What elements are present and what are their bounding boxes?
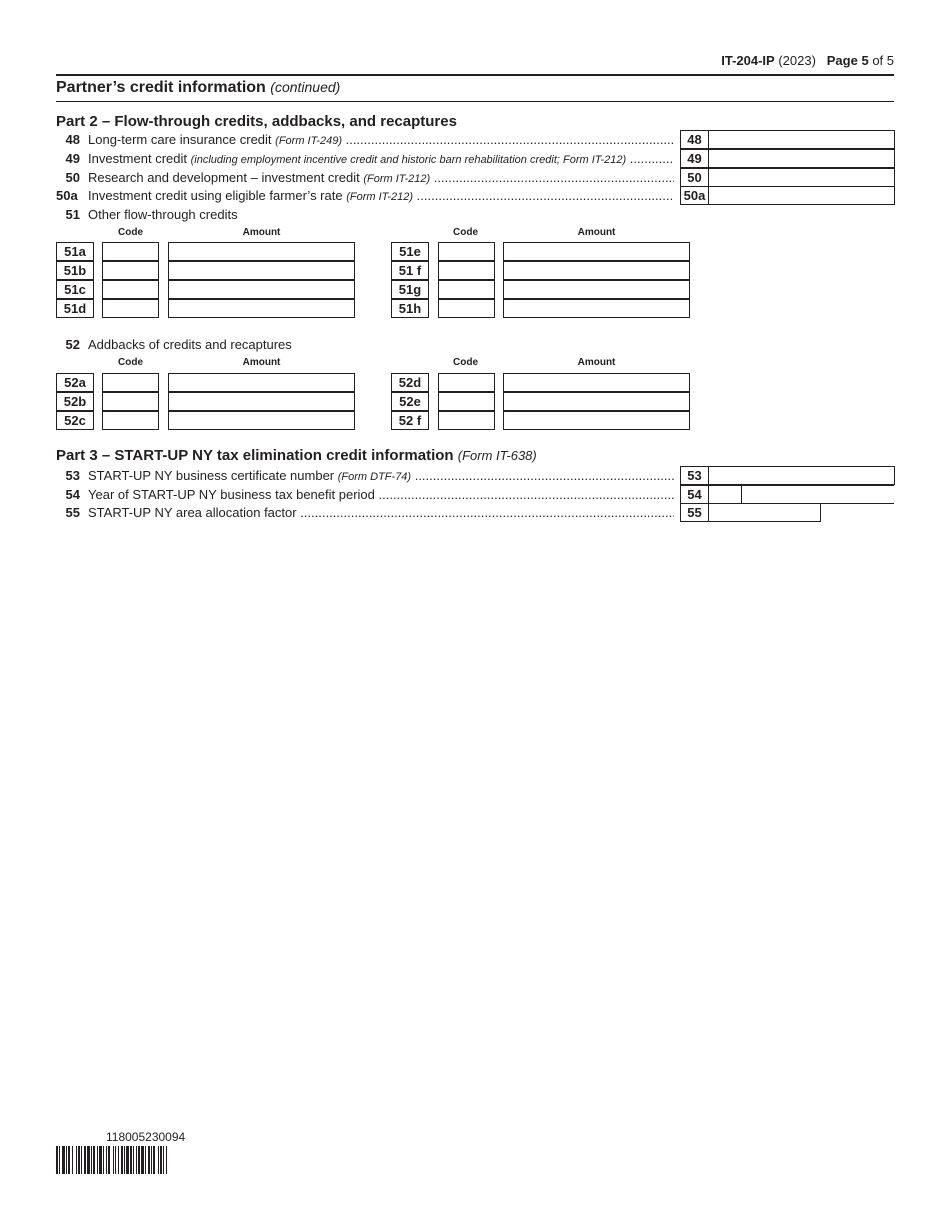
row-label-52c: 52c xyxy=(56,411,94,430)
row-label-52e: 52e xyxy=(391,392,429,411)
part3-title xyxy=(56,447,537,464)
code-field-52a[interactable] xyxy=(102,373,159,392)
line-label: Long-term care insurance credit xyxy=(88,132,272,147)
line-number: 55 xyxy=(65,505,80,520)
line-note: (Form IT-212) xyxy=(363,173,431,185)
row-label-51a: 51a xyxy=(56,242,94,261)
section-title-text: Partner’s credit information xyxy=(56,79,266,96)
code-field-52c[interactable] xyxy=(102,411,159,430)
line-54 xyxy=(56,486,674,504)
line-label: Investment credit using eligible farmer’s rate xyxy=(88,188,343,203)
code-field-51e[interactable] xyxy=(438,242,495,261)
section-title-continued: (continued) xyxy=(270,79,341,95)
amount-field-52a[interactable] xyxy=(168,373,355,392)
code-header: Code xyxy=(118,227,143,238)
code-field-52f[interactable] xyxy=(438,411,495,430)
line-55 xyxy=(56,504,674,522)
row-label-52f: 52 f xyxy=(391,411,429,430)
amount-field-52e[interactable] xyxy=(503,392,690,411)
line-label: Investment credit xyxy=(88,151,187,166)
box-divider xyxy=(741,486,742,503)
amount-box-50a[interactable] xyxy=(680,186,895,205)
row-label-51d: 51d xyxy=(56,299,94,318)
box-label: 50 xyxy=(681,169,709,186)
line-48 xyxy=(56,131,674,149)
line-51 xyxy=(56,206,674,224)
code-field-51c[interactable] xyxy=(102,280,159,299)
line-label: Year of START-UP NY business tax benefit period xyxy=(88,487,375,502)
amount-field-51g[interactable] xyxy=(503,280,690,299)
amount-field-51d[interactable] xyxy=(168,299,355,318)
line-note: (Form DTF-74) xyxy=(337,471,412,483)
part3-title-text: Part 3 – START-UP NY tax elimination credit information xyxy=(56,447,454,464)
row-label-51c: 51c xyxy=(56,280,94,299)
page-of: of 5 xyxy=(872,53,894,68)
code-field-52e[interactable] xyxy=(438,392,495,411)
line-label: Addbacks of credits and recaptures xyxy=(88,337,292,352)
row-label-51f: 51 f xyxy=(391,261,429,280)
row-label-52a: 52a xyxy=(56,373,94,392)
amount-field-52f[interactable] xyxy=(503,411,690,430)
line-number: 51 xyxy=(65,207,80,222)
line-number: 50a xyxy=(56,188,78,203)
tax-benefit-year-box-54[interactable] xyxy=(680,485,894,504)
code-field-51d[interactable] xyxy=(102,299,159,318)
line-number: 50 xyxy=(65,170,80,185)
row-label-51h: 51h xyxy=(391,299,429,318)
amount-box-49[interactable] xyxy=(680,149,895,168)
box-label: 53 xyxy=(681,467,709,484)
line-50 xyxy=(56,169,674,187)
amount-box-48[interactable] xyxy=(680,130,895,149)
code-field-51g[interactable] xyxy=(438,280,495,299)
line-number: 48 xyxy=(65,132,80,147)
amount-field-52c[interactable] xyxy=(168,411,355,430)
line-label: START-UP NY area allocation factor xyxy=(88,505,297,520)
amount-field-51h[interactable] xyxy=(503,299,690,318)
row-label-51g: 51g xyxy=(391,280,429,299)
part2-title: Part 2 – Flow-through credits, addbacks, and recaptures xyxy=(56,113,457,130)
amount-box-50[interactable] xyxy=(680,168,895,187)
line-52 xyxy=(56,336,674,354)
line-label: Other flow-through credits xyxy=(88,207,238,222)
line-note: (including employment incentive credit and historic barn rehabilitation credit; Form IT-212) xyxy=(190,154,627,166)
line-number: 49 xyxy=(65,151,80,166)
line-note: (Form IT-249) xyxy=(275,135,342,147)
code-header: Code xyxy=(453,227,478,238)
amount-field-52b[interactable] xyxy=(168,392,355,411)
box-label: 48 xyxy=(681,131,709,148)
page-label: Page 5 xyxy=(826,53,869,68)
box-label: 50a xyxy=(681,187,709,204)
form-header xyxy=(721,53,894,68)
row-label-52d: 52d xyxy=(391,373,429,392)
code-field-51a[interactable] xyxy=(102,242,159,261)
amount-field-51a[interactable] xyxy=(168,242,355,261)
row-label-51e: 51e xyxy=(391,242,429,261)
form-id: IT-204-IP xyxy=(721,53,775,68)
code-header: Code xyxy=(453,357,478,368)
code-field-51f[interactable] xyxy=(438,261,495,280)
amount-field-51f[interactable] xyxy=(503,261,690,280)
row-label-52b: 52b xyxy=(56,392,94,411)
top-rule xyxy=(56,74,894,76)
row-label-51b: 51b xyxy=(56,261,94,280)
line-note: (Form IT-212) xyxy=(346,191,414,203)
barcode-bar xyxy=(167,1146,168,1174)
line-label: START-UP NY business certificate number xyxy=(88,468,335,483)
box-label: 49 xyxy=(681,150,709,167)
line-number: 54 xyxy=(65,487,80,502)
amount-field-51c[interactable] xyxy=(168,280,355,299)
allocation-factor-box-55[interactable] xyxy=(680,503,821,522)
line-53 xyxy=(56,467,674,485)
box-label: 55 xyxy=(681,504,709,521)
amount-header: Amount xyxy=(242,357,281,368)
code-field-51b[interactable] xyxy=(102,261,159,280)
certificate-number-box-53[interactable] xyxy=(680,466,895,485)
line-label: Research and development – investment credit xyxy=(88,170,360,185)
section-rule xyxy=(56,101,894,102)
line-number: 53 xyxy=(65,468,80,483)
amount-header: Amount xyxy=(242,227,281,238)
amount-field-51e[interactable] xyxy=(503,242,690,261)
form-year: (2023) xyxy=(778,53,816,68)
code-field-51h[interactable] xyxy=(438,299,495,318)
barcode xyxy=(56,1146,238,1174)
line-number: 52 xyxy=(65,337,80,352)
amount-field-52d[interactable] xyxy=(503,373,690,392)
code-header: Code xyxy=(118,357,143,368)
code-field-52d[interactable] xyxy=(438,373,495,392)
line-50a xyxy=(56,187,674,205)
amount-field-51b[interactable] xyxy=(168,261,355,280)
amount-header: Amount xyxy=(577,227,616,238)
amount-header: Amount xyxy=(577,357,616,368)
part3-title-note: (Form IT-638) xyxy=(457,448,537,463)
line-49 xyxy=(56,150,674,168)
barcode-number: 118005230094 xyxy=(106,1130,186,1144)
code-field-52b[interactable] xyxy=(102,392,159,411)
box-label: 54 xyxy=(681,486,709,503)
section-title xyxy=(56,79,340,97)
